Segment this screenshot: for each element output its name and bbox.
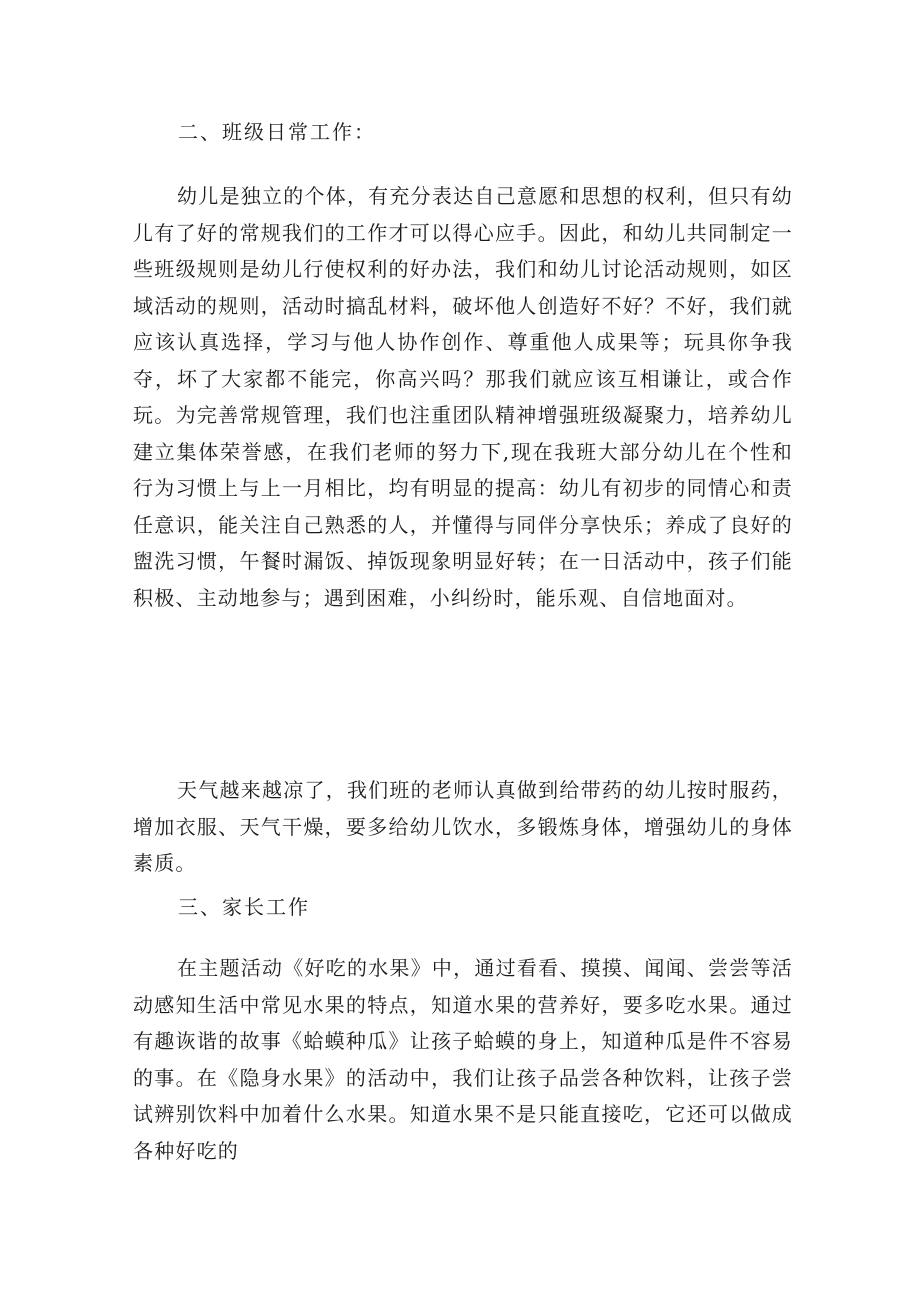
section-2-paragraph-1: 幼儿是独立的个体，有充分表达自己意愿和思想的权利，但只有幼儿有了好的常规我们的工作才可以得心应手。因此，和幼儿共同制定一些班级规则是幼儿行使权利的好办法，我们和幼儿讨论活动规则，如区域活动的规则，活动时搞乱材料，破坏他人创造好不好？不好，我们就应该认真选择，学习与他人协作创作、尊重他人成果等；玩具你争我夺，坏了大家都不能完，你高兴吗？那我们就应该互相谦让，或合作玩。为完善常规管理，我们也注重团队精神增强班级凝聚力，培养幼儿建立集体荣誉感，在我们老师的努力下,现在我班大部分幼儿在个性和行为习惯上与上一月相比，均有明显的提高：幼儿有初步的同情心和责任意识，能关注自己熟悉的人，并懂得与同伴分享快乐；养成了良好的盥洗习惯，午餐时漏饭、掉饭现象明显好转；在一日活动中，孩子们能积极、主动地参与；遇到困难，小纠纷时，能乐观、自信地面对。 bbox=[133, 184, 793, 610]
section-3-paragraph-1: 在主题活动《好吃的水果》中，通过看看、摸摸、闻闻、尝尝等活动感知生活中常见水果的特点，知道水果的营养好，要多吃水果。通过有趣诙谐的故事《蛤蟆种瓜》让孩子蛤蟆的身上，知道种瓜是件不容易的事。在《隐身水果》的活动中，我们让孩子品尝各种饮料，让孩子尝试辨别饮料中加着什么水果。知道水果不是只能直接吃，它还可以做成各种好吃的 bbox=[133, 956, 793, 1163]
section-2-paragraph-2: 天气越来越凉了，我们班的老师认真做到给带药的幼儿按时服药，增加衣服、天气干燥，要多给幼儿饮水，多锻炼身体，增强幼儿的身体素质。 bbox=[133, 778, 793, 875]
section-3-heading: 三、家长工作 bbox=[178, 895, 310, 919]
section-2-heading: 二、班级日常工作： bbox=[178, 120, 376, 144]
